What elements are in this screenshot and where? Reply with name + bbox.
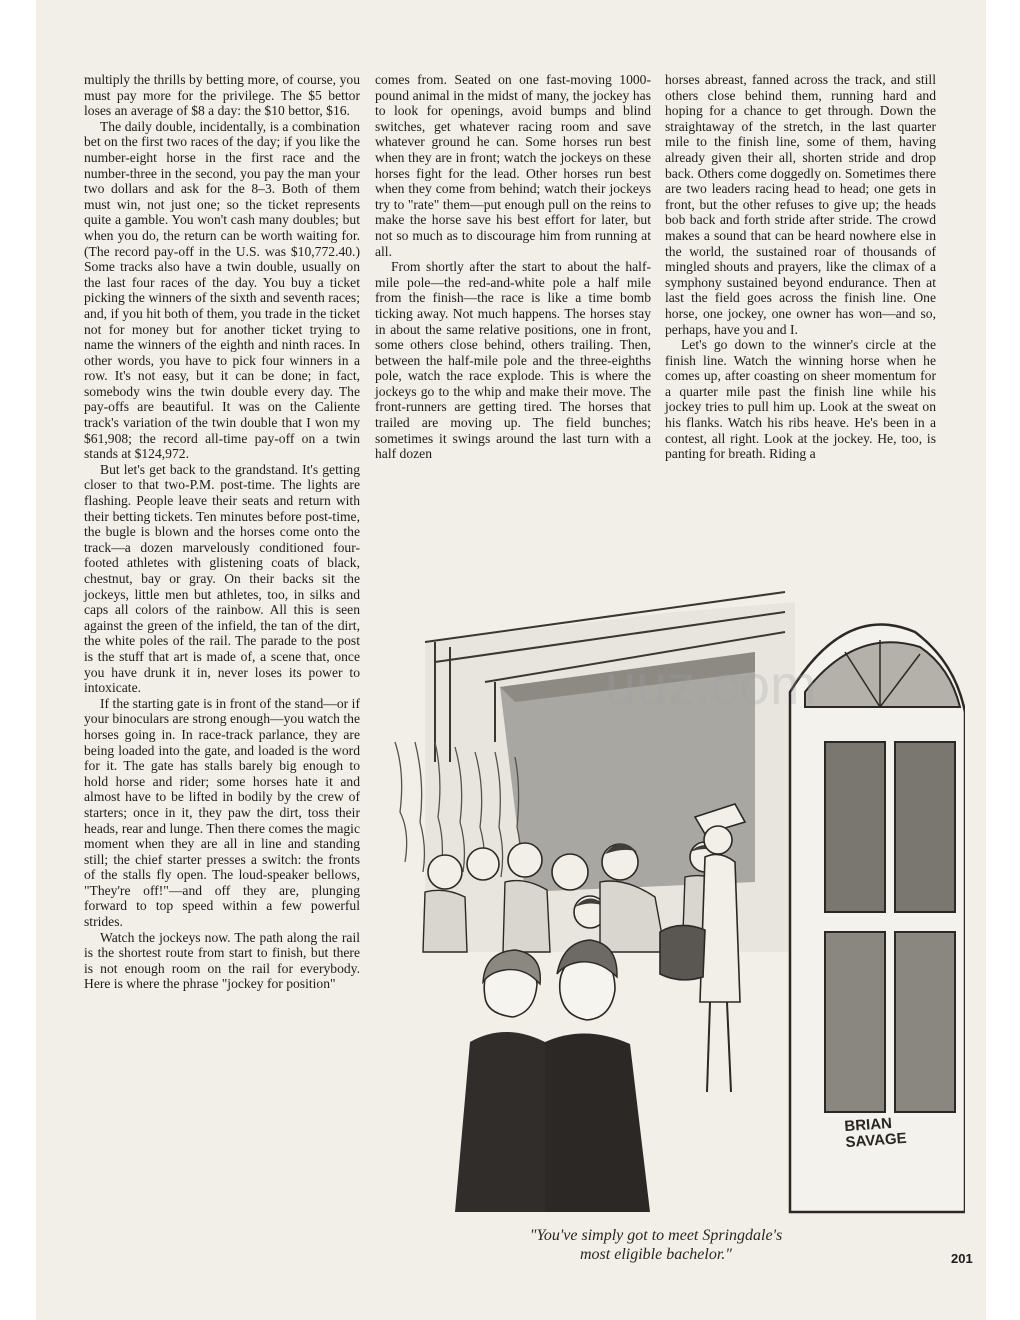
paragraph: multiply the thrills by betting more, of course, you must pay more for the privilege. The $5 bettor loses an average of $8 a day: the $10 bettor, $16. <box>84 72 360 119</box>
paragraph: From shortly after the start to about the half-mile pole—the red-and-white pole a half mile from the finish—the race is like a time bomb ticking away. Not much happens. The horses stay in about the same relative positions, one in front, some others close behind, others trailing. Then, between the half-mile pole and the three-eighths pole, watch the race explode. This is where the jockeys go to the whip and make their move. The front-runners are getting tired. The horses that trailed are moving up. The field bunches; sometimes it swings around the last turn with a half dozen <box>375 259 651 462</box>
woman-left <box>455 950 560 1212</box>
cartoon-illustration <box>375 572 965 1222</box>
signature-last-name: SAVAGE <box>845 1129 908 1152</box>
paragraph: The daily double, incidentally, is a combination bet on the first two races of the day; if you like the number-eight horse in the first race and the number-three in the second, you pay the man your two dollars and ask for the 8–3. Both of them must win, not just one; so the ticket represents quite a gamble. You won't cash many doubles; but when you do, the return can be worth waiting for. (The record pay-off in the U.S. was $10,772.40.) Some tracks also have a twin double, usually on the last four races of the day. You buy a ticket picking the winners of the sixth and seventh races; and, if you hit both of them, you trade in the ticket not for money but for another ticket trying to name the winners of the eighth and ninth races. In other words, you have to pick four winners in a row. It's not easy, but it can be done; in fact, somebody wins the twin double every day. The pay-offs are beautiful. It was on the Caliente track's variation of the twin double that I won my $61,908; the record all-time pay-off on a twin stands at $124,972. <box>84 118 360 462</box>
magazine-page <box>36 0 986 1320</box>
door-panel <box>895 932 955 1112</box>
caption-line-2: most eligible bachelor." <box>579 1246 733 1263</box>
paragraph: Watch the jockeys now. The path along the rail is the shortest route from start to finish, but there is not enough room on the rail for everybody. Here is where the phrase "jockey for position" <box>84 929 360 992</box>
article-column-2 <box>375 72 651 560</box>
door-panel <box>895 742 955 912</box>
page-number: 201 <box>951 1251 973 1266</box>
watermark: uuz.com <box>605 653 817 716</box>
paragraph: comes from. Seated on one fast-moving 1000-pound animal in the midst of many, the jockey has to look for openings, avoid bumps and blind switches, get whatever racing room and save whatever ground he can. Some horses run best when they are in front; watch the jockeys on these horses fight for the lead. Other horses run best when they come from behind; watch their jockeys try to "rate" them—put enough pull on the reins to make the horse save his best effort for later, but not so much as to discourage him from running at all. <box>375 72 651 259</box>
article-column-1 <box>84 72 360 1272</box>
caption-line-1: "You've simply got to meet Springdale's <box>529 1227 783 1244</box>
artist-signature <box>844 1115 907 1151</box>
paragraph: horses abreast, fanned across the track, and still others close behind them, running hard and hoping for a chance to get through. Down the straightaway of the stretch, in the last quarter mile to the finish line, some of them, having already given their all, shorten stride and drop back. Others come doggedly on. Sometimes there are two leaders racing head to head; one gets in front, but the other refuses to give up; the heads bob back and forth stride after stride. The crowd makes a sound that can be heard nowhere else in the world, the sustained roar of thousands of mingled shouts and prayers, like the climax of a symphony sustained beyond endurance. Then at last the field goes across the finish line. One horse, one jockey, one owner has won—and so, perhaps, have you and I. <box>665 72 936 337</box>
cartoon-caption <box>416 1226 896 1264</box>
paragraph: But let's get back to the grandstand. It's getting closer to that two-P.M. post-time. The lights are flashing. People leave their seats and return with their betting tickets. Ten minutes before post-time, the bugle is blown and the horses come onto the track—a dozen marvelously conditioned four-footed athletes with glistening coats of black, chestnut, bay or gray. On their backs sit the jockeys, little men but athletes, too, in silks and caps all colors of the rainbow. All this is seen against the green of the infield, the tan of the dirt, the white poles of the rail. The parade to the post is the stuff that art is made of, a scene that, once you have drunk it in, never loses its power to intoxicate. <box>84 461 360 696</box>
woman-right <box>545 940 650 1212</box>
door-panel <box>825 932 885 1112</box>
door-panel <box>825 742 885 912</box>
article-column-3 <box>665 72 936 560</box>
paragraph: Let's go down to the winner's circle at the finish line. Watch the winning horse when he comes up, after coasting on sheer momentum for a quarter mile past the finish line while his jockey tries to pull him up. Look at the sweat on his flanks. Watch his ribs heave. He's been in a contest, all right. Look at the jockey. He, too, is panting for breath. Riding a <box>665 337 936 462</box>
paragraph: If the starting gate is in front of the stand—or if your binoculars are strong enough—you watch the horses going in. In race-track parlance, they are being loaded into the gate, and loaded is the word for it. The gate has stalls barely big enough to hold horse and rider; some horses hate it and almost have to be lifted in bodily by the crew of starters; once in it, they paw the dirt, toss their heads, rear and lunge. Then there comes the magic moment when they are all in line and standing still; the chief starter presses a switch: the fronts of the stalls fly open. The loud-speaker bellows, "They're off!"—and off they are, plunging forward to top speed within a few powerful strides. <box>84 695 360 930</box>
signature-first-name: BRIAN <box>843 1114 893 1136</box>
